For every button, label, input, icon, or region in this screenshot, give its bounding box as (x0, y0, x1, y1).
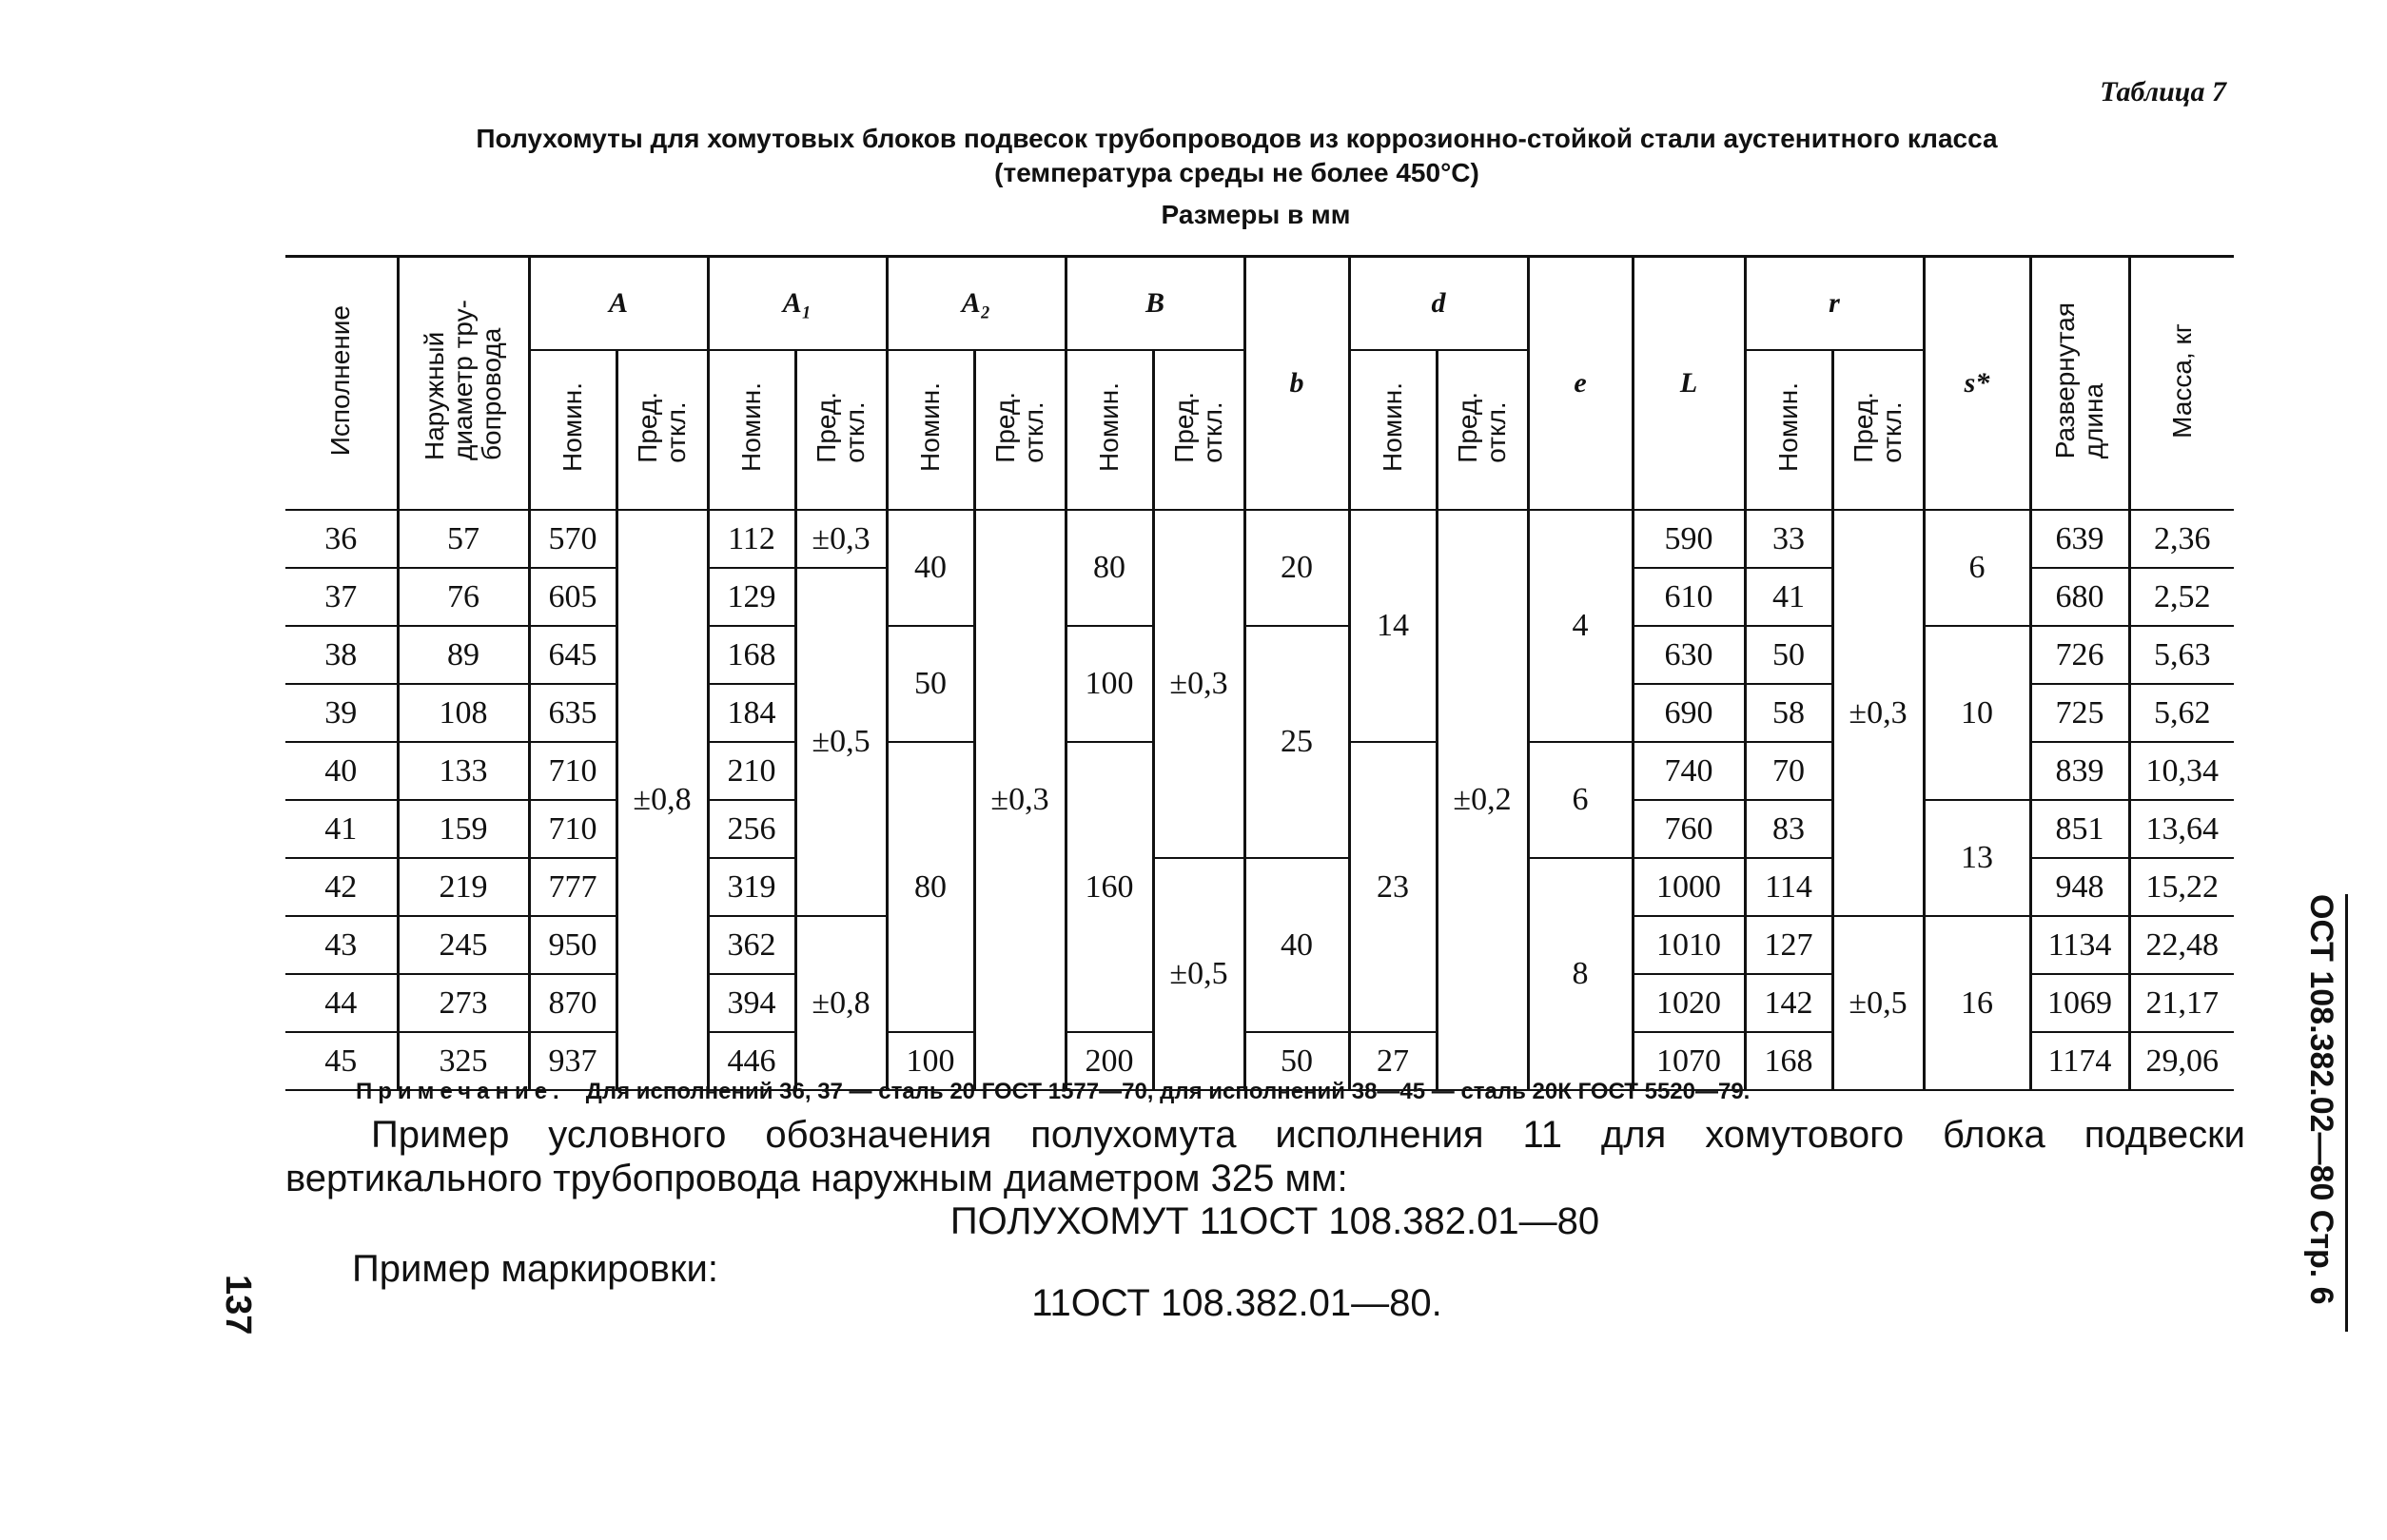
cell-L: 610 (1633, 568, 1745, 626)
table-number: Таблица 7 (2100, 76, 2226, 107)
cell-razv: 639 (2030, 510, 2129, 568)
designation-example: ПОЛУХОМУТ 11ОСТ 108.382.01—80 (949, 1200, 1600, 1242)
cell-diam: 89 (398, 626, 529, 684)
cell-isp: 39 (285, 684, 398, 742)
header-A-pred: Пред. откл. (616, 350, 708, 510)
cell-r: 58 (1745, 684, 1832, 742)
cell-isp: 45 (285, 1032, 398, 1090)
cell-A2: 50 (887, 626, 974, 742)
header-diameter: Наружный диаметр тру- бопровода (398, 257, 529, 511)
cell-B: 160 (1066, 742, 1153, 1032)
cell-b: 40 (1244, 858, 1349, 1032)
cell-massa: 5,63 (2129, 626, 2234, 684)
cell-diam: 133 (398, 742, 529, 800)
marking-example: 11ОСТ 108.382.01—80. (1031, 1282, 1442, 1324)
cell-r-pred: ±0,3 (1832, 510, 1924, 916)
cell-A: 635 (529, 684, 616, 742)
designation-example-text: Пример условного обозначения полухомута исполнения 11 для хомутового блока подвески вертикального трубопровода наружным диаметром 325 мм: (285, 1114, 2245, 1199)
cell-L: 1010 (1633, 916, 1745, 974)
standard-side-label: ОСТ 108.382.02—80 Стр. 6 (2302, 894, 2348, 1332)
table-row (285, 510, 2234, 568)
cell-razv: 851 (2030, 800, 2129, 858)
title-line-1: Полухомуты для хомутовых блоков подвесок трубопроводов из коррозионно-стойкой стали аустенитного класса (476, 124, 1998, 153)
cell-L: 690 (1633, 684, 1745, 742)
header-d: d (1349, 257, 1528, 351)
cell-A2: 40 (887, 510, 974, 626)
cell-L: 740 (1633, 742, 1745, 800)
cell-r: 41 (1745, 568, 1832, 626)
cell-r-pred: ±0,5 (1832, 916, 1924, 1090)
cell-razv: 1134 (2030, 916, 2129, 974)
header-A1: A₁ (708, 257, 887, 351)
cell-isp: 43 (285, 916, 398, 974)
header-r-nomin: Номин. (1745, 350, 1832, 510)
cell-B: 100 (1066, 626, 1153, 742)
note-label: Примечание. (356, 1079, 565, 1104)
cell-L: 1020 (1633, 974, 1745, 1032)
cell-A1-pred: ±0,8 (795, 916, 887, 1090)
cell-isp: 44 (285, 974, 398, 1032)
cell-e: 4 (1528, 510, 1633, 742)
cell-A1-pred: ±0,3 (795, 510, 887, 568)
cell-b: 50 (1244, 1032, 1349, 1090)
cell-A2: 100 (887, 1032, 974, 1090)
cell-A1: 129 (708, 568, 795, 626)
header-B-pred: Пред. откл. (1153, 350, 1244, 510)
cell-diam: 57 (398, 510, 529, 568)
note-text: Для исполнений 36, 37 — сталь 20 ГОСТ 1577—70, для исполнений 38—45 — сталь 20К ГОСТ 5520—79. (585, 1079, 1751, 1104)
cell-A1: 210 (708, 742, 795, 800)
cell-isp: 40 (285, 742, 398, 800)
cell-r: 114 (1745, 858, 1832, 916)
cell-diam: 108 (398, 684, 529, 742)
header-A2-nomin: Номин. (887, 350, 974, 510)
cell-isp: 37 (285, 568, 398, 626)
header-A1-nomin: Номин. (708, 350, 795, 510)
cell-s: 16 (1924, 916, 2030, 1090)
cell-s: 10 (1924, 626, 2030, 800)
header-A2-pred: Пред. откл. (974, 350, 1066, 510)
cell-diam: 159 (398, 800, 529, 858)
cell-A: 950 (529, 916, 616, 974)
table-row (285, 626, 2234, 684)
cell-d-pred: ±0,2 (1437, 510, 1528, 1090)
title-line-2: (температура среды не более 450°С) (994, 158, 1479, 187)
cell-r: 127 (1745, 916, 1832, 974)
header-razv: Развернутая длина (2030, 257, 2129, 511)
cell-massa: 22,48 (2129, 916, 2234, 974)
cell-L: 760 (1633, 800, 1745, 858)
cell-diam: 219 (398, 858, 529, 916)
cell-A-pred: ±0,8 (616, 510, 708, 1090)
cell-r: 50 (1745, 626, 1832, 684)
cell-massa: 21,17 (2129, 974, 2234, 1032)
cell-massa: 5,62 (2129, 684, 2234, 742)
cell-razv: 680 (2030, 568, 2129, 626)
header-B: B (1066, 257, 1244, 351)
cell-A1: 446 (708, 1032, 795, 1090)
cell-massa: 15,22 (2129, 858, 2234, 916)
cell-A: 710 (529, 742, 616, 800)
cell-L: 1000 (1633, 858, 1745, 916)
cell-B-pred: ±0,3 (1153, 510, 1244, 858)
cell-isp: 36 (285, 510, 398, 568)
cell-isp: 42 (285, 858, 398, 916)
cell-d: 27 (1349, 1032, 1437, 1090)
header-e: e (1528, 257, 1633, 511)
cell-s: 6 (1924, 510, 2030, 626)
cell-A2: 80 (887, 742, 974, 1032)
cell-A: 937 (529, 1032, 616, 1090)
cell-razv: 1174 (2030, 1032, 2129, 1090)
page-number: 137 (218, 1275, 258, 1335)
cell-massa: 13,64 (2129, 800, 2234, 858)
cell-A1: 184 (708, 684, 795, 742)
cell-A1-pred: ±0,5 (795, 568, 887, 916)
cell-A1: 256 (708, 800, 795, 858)
cell-L: 630 (1633, 626, 1745, 684)
cell-isp: 38 (285, 626, 398, 684)
cell-s: 13 (1924, 800, 2030, 916)
cell-diam: 273 (398, 974, 529, 1032)
header-B-nomin: Номин. (1066, 350, 1153, 510)
cell-B-pred: ±0,5 (1153, 858, 1244, 1090)
units-caption: Размеры в мм (1161, 200, 1351, 229)
cell-isp: 41 (285, 800, 398, 858)
cell-A1: 112 (708, 510, 795, 568)
header-b: b (1244, 257, 1349, 511)
cell-d: 14 (1349, 510, 1437, 742)
cell-razv: 1069 (2030, 974, 2129, 1032)
cell-A1: 319 (708, 858, 795, 916)
cell-A: 605 (529, 568, 616, 626)
cell-r: 142 (1745, 974, 1832, 1032)
cell-razv: 725 (2030, 684, 2129, 742)
header-r: r (1745, 257, 1924, 351)
cell-diam: 325 (398, 1032, 529, 1090)
cell-d: 23 (1349, 742, 1437, 1032)
header-d-pred: Пред. откл. (1437, 350, 1528, 510)
cell-razv: 726 (2030, 626, 2129, 684)
cell-b: 20 (1244, 510, 1349, 626)
cell-A: 870 (529, 974, 616, 1032)
cell-r: 33 (1745, 510, 1832, 568)
header-massa: Масса, кг (2129, 257, 2234, 511)
cell-A2-pred: ±0,3 (974, 510, 1066, 1090)
cell-A1: 362 (708, 916, 795, 974)
cell-razv: 948 (2030, 858, 2129, 916)
cell-A: 570 (529, 510, 616, 568)
header-A-nomin: Номин. (529, 350, 616, 510)
cell-b: 25 (1244, 626, 1349, 858)
header-s: s* (1924, 257, 2030, 511)
cell-r: 70 (1745, 742, 1832, 800)
table-title (285, 122, 2188, 190)
cell-A: 777 (529, 858, 616, 916)
cell-A1: 168 (708, 626, 795, 684)
cell-r: 83 (1745, 800, 1832, 858)
cell-e: 6 (1528, 742, 1633, 858)
cell-diam: 245 (398, 916, 529, 974)
table-note (356, 1079, 2221, 1105)
cell-A: 645 (529, 626, 616, 684)
dimensions-table (285, 255, 2234, 1091)
cell-B: 80 (1066, 510, 1153, 626)
cell-massa: 2,36 (2129, 510, 2234, 568)
cell-A1: 394 (708, 974, 795, 1032)
cell-massa: 2,52 (2129, 568, 2234, 626)
cell-razv: 839 (2030, 742, 2129, 800)
cell-r: 168 (1745, 1032, 1832, 1090)
cell-A: 710 (529, 800, 616, 858)
header-ispolnenie: Исполнение (285, 257, 398, 511)
cell-e: 8 (1528, 858, 1633, 1090)
cell-B: 200 (1066, 1032, 1153, 1090)
cell-diam: 76 (398, 568, 529, 626)
cell-L: 1070 (1633, 1032, 1745, 1090)
header-A2: A₂ (887, 257, 1066, 351)
cell-massa: 29,06 (2129, 1032, 2234, 1090)
header-r-pred: Пред. откл. (1832, 350, 1924, 510)
header-A: A (529, 257, 708, 351)
cell-massa: 10,34 (2129, 742, 2234, 800)
header-d-nomin: Номин. (1349, 350, 1437, 510)
cell-L: 590 (1633, 510, 1745, 568)
header-L: L (1633, 257, 1745, 511)
marking-label: Пример маркировки: (352, 1248, 718, 1290)
header-A1-pred: Пред. откл. (795, 350, 887, 510)
